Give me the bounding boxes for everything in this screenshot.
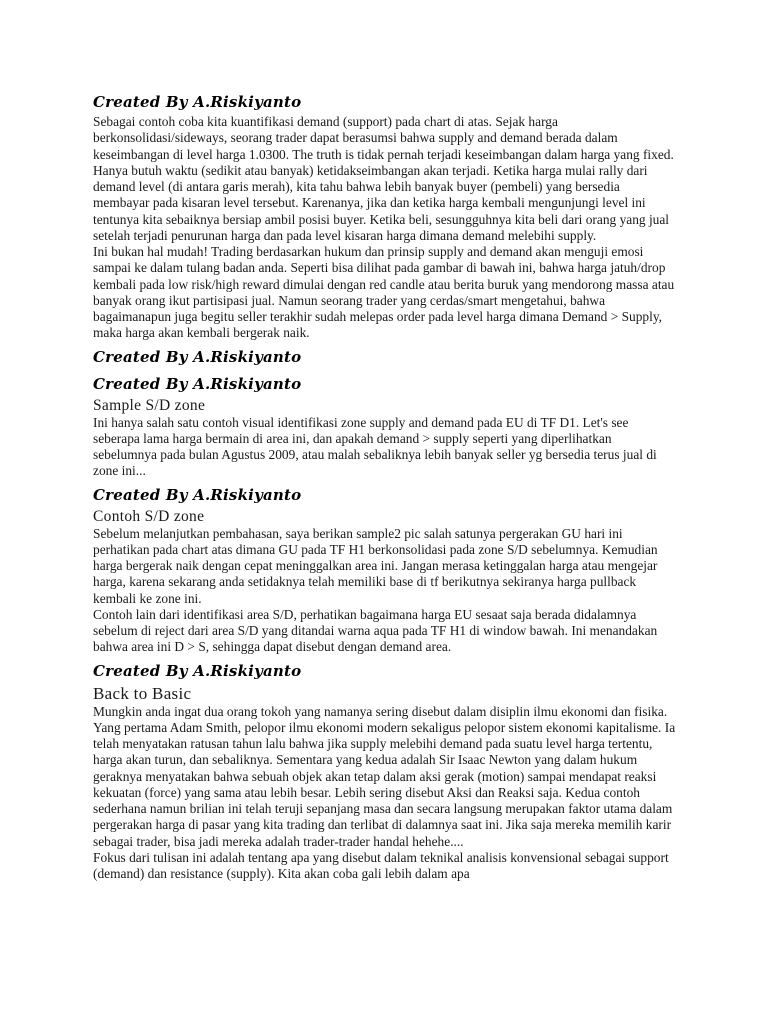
paragraph: Sebelum melanjutkan pembahasan, saya berikan sample2 pic salah satunya pergerakan GU hari ini bbox=[93, 525, 623, 541]
author-heading: Created By A.Riskiyanto bbox=[93, 661, 302, 680]
author-heading: Created By A.Riskiyanto bbox=[93, 93, 302, 111]
paragraph: Ini hanya salah satu contoh visual identifikasi zone supply and demand pada EU di TF D1. Let's see seberapa lama harga bermain di area ini, dan apakah demand > supply seperti yang diperlihatkan sebelumnya pada bulan Agustus 2009, atau malah sebaliknya lebih banyak seller yg bersedia terus jual di zone ini... bbox=[93, 414, 657, 479]
author-heading: Created By A.Riskiyanto bbox=[93, 347, 302, 366]
paragraph: Sebagai contoh coba kita kuantifikasi demand (support) pada chart di atas. Sejak harga berkonsolidasi/sideways, seorang trader dapat berasumsi bahwa supply and demand berada dalam keseimbangan di level harga 1.0300. The truth is tidak pernah terjadi keseimbangan dalam harga yang fixed. Hanya butuh waktu (sedikit atau banyak) ketidakseimbangan akan terjadi. Ketika harga mulai rally dari demand level (di antara garis merah), kita tahu bahwa lebih banyak buyer (pembeli) yang bersedia membayar pada kisaran level tersebut. Karenanya, jika dan ketika harga kembali mengunjungi level ini tentunya kita sebaiknya bersiap ambil posisi buyer. Ketika beli, sesungguhnya kita beli dari orang yang jual setelah terjadi penurunan harga dan pada level kisaran harga dimana demand melebihi supply. bbox=[93, 114, 674, 243]
section-title: Back to Basic bbox=[93, 683, 192, 703]
paragraph: Ini bukan hal mudah! Trading berdasarkan hukum dan prinsip supply and demand akan menguji emosi sampai ke dalam tulang badan anda. Seperti bisa dilihat pada gambar di bawah ini, bahwa harga jatuh/drop kembali pada low risk/high reward dimulai dengan red candle atau berita buruk yang mendorong massa atau banyak orang ikut partisipasi jual. Namun seorang trader yang cerdas/smart mengetahui, bahwa bagaimanapun juga begitu seller terakhir sudah melepas order pada level harga dimana Demand > Supply, maka harga akan kembali bergerak naik. bbox=[93, 244, 675, 341]
section-title: Sample S/D zone bbox=[93, 396, 206, 414]
paragraph: perhatikan pada chart atas dimana GU pada TF H1 berkonsolidasi pada zone S/D sebelumnya. Kemudian harga bergerak naik dengan cepat meninggalkan area ini. Jangan merasa ketinggalan harga atau mengejar harga, karena sekarang anda setidaknya telah memiliki base di tf berikutnya sekiranya harga pullback kembali ke zone ini. bbox=[93, 541, 658, 606]
paragraph: Fokus dari tulisan ini adalah tentang apa yang disebut dalam teknikal analisis konvensional sebagai support (demand) dan resistance (supply). Kita akan coba gali lebih dalam apa bbox=[93, 849, 669, 881]
author-heading: Created By A.Riskiyanto bbox=[93, 485, 302, 504]
document-content bbox=[93, 90, 677, 882]
paragraph: Mungkin anda ingat dua orang tokoh yang namanya sering disebut dalam disiplin ilmu ekonomi dan fisika. Yang pertama Adam Smith, pelopor ilmu ekonomi modern sekaligus pelopor sistem ekonomi kapitalisme. Ia telah menyatakan ratusan tahun lalu bahwa jika supply melebihi demand pada suatu level harga tertentu, harga akan turun, dan sebaliknya. Sementara yang kedua adalah Sir Isaac Newton yang dalam hukum geraknya menyatakan bahwa sebuah objek akan tetap dalam aksi gerak (motion) sampai mendapat reaksi kekuatan (force) yang sama atau lebih besar. Lebih sering disebut Aksi dan Reaksi saja. Kedua contoh sederhana namun brilian ini telah teruji sepanjang masa dan secara langsung merupakan faktor utama dalam pergerakan harga di pasar yang kita trading dan terlibat di dalamnya saat ini. Jika saja mereka memilih karir sebagai trader, bisa jadi mereka adalah trader-trader handal hehehe.... bbox=[93, 703, 676, 849]
author-heading: Created By A.Riskiyanto bbox=[93, 374, 302, 393]
section-title: Contoh S/D zone bbox=[93, 507, 205, 525]
paragraph: Contoh lain dari identifikasi area S/D, perhatikan bagaimana harga EU sesaat saja berada didalamnya sebelum di reject dari area S/D yang ditandai warna aqua pada TF H1 di window bawah. Ini menandakan bahwa area ini D > S, sehingga dapat disebut dengan demand area. bbox=[93, 606, 658, 655]
